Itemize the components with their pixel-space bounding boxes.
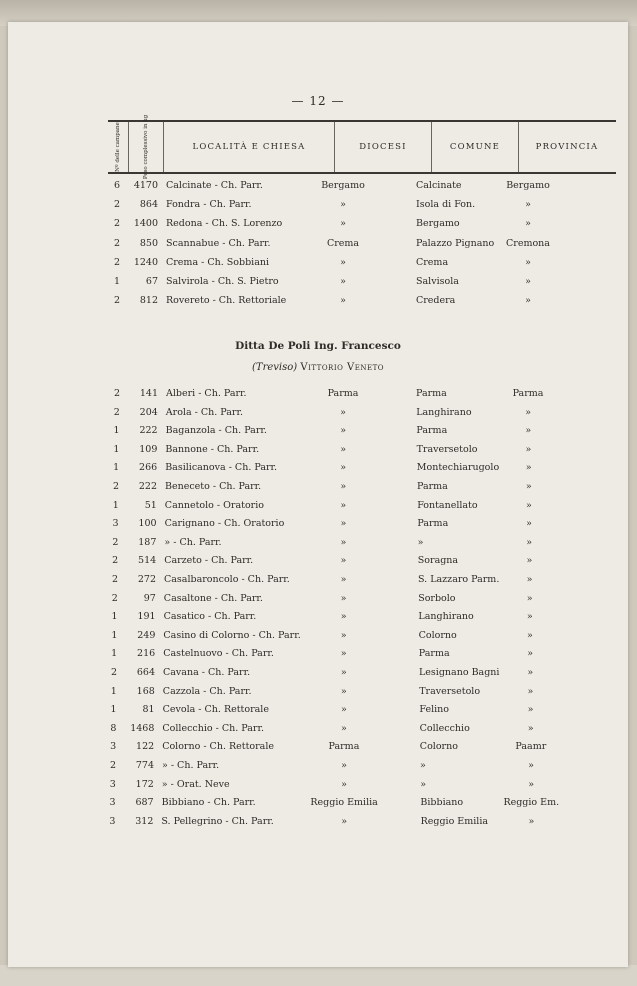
cell-peso: 312 [135, 815, 154, 827]
table-row [8, 295, 628, 313]
cell-n: 3 [109, 797, 116, 809]
cell-comune: Felino [419, 704, 449, 716]
cell-comune: Bergamo [416, 218, 460, 230]
cell-diocesi: » [340, 555, 347, 567]
cell-n: 3 [109, 815, 116, 827]
cell-localita: Basilicanova - Ch. Parr. [165, 462, 278, 474]
cell-provincia: » [528, 778, 535, 790]
cell-localita: Calcinate - Ch. Parr. [166, 180, 263, 191]
cell-peso: 1240 [133, 256, 158, 268]
cell-diocesi: » [340, 256, 346, 268]
cell-n: 1 [113, 276, 120, 287]
cell-provincia: » [527, 685, 534, 697]
cell-comune: Parma [416, 425, 448, 437]
cell-peso: 1400 [133, 218, 158, 230]
cell-peso: 249 [137, 629, 156, 641]
cell-provincia: » [526, 574, 533, 585]
cell-diocesi: Reggio Emilia [310, 797, 378, 809]
cell-localita: Baganzola - Ch. Parr. [165, 425, 267, 437]
cell-localita: Casino di Colorno - Ch. Parr. [163, 629, 301, 641]
cell-n: 2 [113, 406, 120, 418]
table-row [8, 797, 628, 815]
table-row [8, 667, 628, 685]
cell-localita: Fondra - Ch. Parr. [166, 199, 252, 211]
table-row [8, 388, 628, 406]
cell-provincia: » [525, 199, 531, 211]
cell-n: 3 [110, 741, 117, 753]
cell-provincia: » [525, 425, 532, 437]
cell-peso: 109 [139, 443, 158, 455]
cell-n: 3 [112, 518, 119, 530]
cell-localita: Cazzola - Ch. Parr. [162, 685, 252, 697]
cell-comune: Reggio Emilia [420, 815, 489, 827]
cell-n: 8 [110, 722, 117, 734]
cell-peso: 4170 [133, 180, 158, 191]
section-city: Vittorio Veneto [300, 362, 384, 373]
section-subtitle [8, 362, 628, 373]
cell-peso: 51 [144, 499, 157, 511]
cell-diocesi: » [340, 629, 347, 641]
table-row [8, 238, 628, 256]
header-bell-count [108, 122, 129, 172]
cell-localita: Carignano - Ch. Oratorio [164, 518, 285, 530]
cell-diocesi: » [340, 481, 347, 492]
cell-localita: S. Pellegrino - Ch. Parr. [161, 815, 274, 827]
cell-n: 2 [112, 555, 119, 567]
cell-provincia: » [527, 667, 534, 678]
cell-n: 6 [113, 180, 120, 191]
table-row [8, 611, 628, 629]
cell-comune: Fontanellato [417, 499, 478, 511]
cell-peso: 222 [138, 481, 157, 492]
table-row [8, 180, 628, 198]
cell-comune: Langhirano [418, 611, 474, 623]
cell-diocesi: » [340, 499, 347, 511]
cell-n: 1 [111, 629, 118, 641]
document-page [8, 22, 628, 967]
header-location-label: LOCALITÀ E CHIESA [192, 142, 306, 152]
section-place: (Treviso) [252, 362, 298, 373]
cell-provincia: Paamr [515, 741, 547, 753]
cell-localita: » - Orat. Neve [161, 778, 230, 790]
cell-diocesi: » [340, 518, 347, 530]
table-row [8, 537, 628, 555]
header-province-label: PROVINCIA [535, 142, 599, 152]
cell-peso: 850 [139, 237, 158, 249]
cell-peso: 812 [139, 295, 158, 307]
cell-comune: Parma [417, 518, 449, 530]
cell-comune: S. Lazzaro Parm. [418, 574, 500, 585]
table-row [8, 518, 628, 536]
cell-localita: Carzeto - Ch. Parr. [164, 555, 254, 567]
cell-diocesi: » [340, 592, 347, 604]
cell-localita: Salvirola - Ch. S. Pietro [166, 276, 279, 287]
cell-diocesi: » [340, 648, 347, 660]
cell-provincia: » [526, 536, 533, 548]
cell-diocesi: Bergamo [321, 180, 365, 191]
table-row [8, 481, 628, 499]
page-number: — 12 — [291, 94, 345, 108]
cell-n: 1 [113, 443, 120, 455]
cell-diocesi: » [340, 574, 347, 585]
cell-diocesi: » [340, 722, 347, 734]
table-row [8, 407, 628, 425]
cell-peso: 81 [142, 704, 155, 716]
cell-comune: Traversetolo [416, 443, 478, 455]
cell-provincia: » [525, 443, 532, 455]
header-location [164, 122, 335, 172]
cell-diocesi: » [340, 611, 347, 623]
cell-provincia: » [527, 722, 534, 734]
cell-peso: 774 [135, 760, 154, 771]
cell-comune: Parma [416, 388, 447, 399]
cell-provincia: Bergamo [506, 180, 550, 191]
cell-peso: 864 [139, 199, 158, 211]
cell-localita: Casatico - Ch. Parr. [163, 611, 257, 623]
cell-comune: Collecchio [419, 722, 470, 734]
table-row [8, 199, 628, 217]
cell-localita: Cavana - Ch. Parr. [163, 667, 251, 678]
cell-comune: Parma [417, 481, 448, 492]
cell-n: 1 [113, 425, 120, 437]
cell-peso: 187 [138, 536, 157, 548]
cell-diocesi: » [341, 778, 347, 790]
table-row [8, 723, 628, 741]
cell-peso: 266 [139, 462, 158, 474]
section-title: Ditta De Poli Ing. Francesco [235, 340, 401, 352]
cell-diocesi: » [341, 760, 347, 771]
cell-comune: » [420, 760, 426, 771]
table-row [8, 425, 628, 443]
table-row [8, 500, 628, 518]
cell-provincia: » [525, 276, 531, 287]
cell-provincia: » [525, 406, 532, 418]
cell-comune: Colorno [418, 629, 457, 641]
cell-peso: 141 [139, 388, 158, 399]
cell-provincia: » [525, 462, 532, 474]
table-row [8, 741, 628, 759]
cell-peso: 514 [138, 555, 157, 567]
cell-comune: Credera [416, 295, 456, 307]
cell-n: 2 [110, 667, 117, 678]
table-row [8, 760, 628, 778]
cell-localita: Bibbiano - Ch. Parr. [161, 797, 256, 809]
cell-n: 1 [111, 611, 118, 623]
cell-diocesi: » [340, 685, 347, 697]
cell-n: 1 [110, 685, 117, 697]
cell-diocesi: » [340, 276, 346, 287]
cell-diocesi: » [340, 443, 347, 455]
table-row [8, 462, 628, 480]
cell-localita: Castelnuovo - Ch. Parr. [163, 648, 274, 660]
cell-provincia: » [528, 815, 535, 827]
table-row [8, 593, 628, 611]
cell-diocesi: » [341, 815, 348, 827]
cell-n: 1 [112, 499, 119, 511]
background-bottom [0, 965, 637, 986]
cell-provincia: » [525, 481, 532, 492]
cell-peso: 67 [145, 276, 158, 287]
cell-comune: Crema [416, 256, 449, 268]
cell-comune: Palazzo Pignano [416, 237, 495, 249]
header-diocese [335, 122, 432, 172]
header-comune-label: COMUNE [449, 142, 501, 152]
cell-provincia: » [527, 629, 533, 641]
header-comune [432, 122, 519, 172]
cell-localita: Bannone - Ch. Parr. [165, 443, 260, 455]
cell-peso: 168 [136, 685, 155, 697]
cell-peso: 97 [143, 592, 156, 604]
cell-diocesi: » [340, 218, 346, 230]
cell-diocesi: » [340, 536, 347, 548]
cell-n: 2 [113, 388, 120, 399]
cell-provincia: » [525, 499, 532, 511]
cell-comune: Calcinate [416, 180, 462, 191]
cell-provincia: » [525, 218, 531, 230]
table-row [8, 218, 628, 236]
cell-localita: » - Ch. Parr. [164, 536, 222, 548]
header-weight [129, 114, 164, 180]
cell-provincia: » [526, 592, 533, 604]
cell-n: 1 [111, 648, 118, 660]
cell-comune: » [417, 536, 424, 548]
cell-n: 2 [113, 256, 120, 268]
table-row [8, 444, 628, 462]
cell-n: 2 [112, 536, 119, 548]
cell-provincia: » [525, 295, 531, 307]
table-row [8, 648, 628, 666]
cell-localita: Casaltone - Ch. Parr. [163, 592, 263, 604]
cell-diocesi: » [340, 406, 346, 418]
cell-comune: Sorbolo [418, 592, 456, 604]
cell-n: 2 [113, 237, 120, 249]
cell-comune: Lesignano Bagni [419, 667, 500, 678]
cell-peso: 216 [137, 648, 156, 660]
cell-localita: Casalbaroncolo - Ch. Parr. [164, 574, 290, 585]
cell-localita: Beneceto - Ch. Parr. [165, 481, 262, 492]
cell-comune: Bibbiano [420, 797, 464, 809]
cell-diocesi: Parma [328, 741, 360, 753]
cell-localita: Colorno - Ch. Rettorale [162, 741, 274, 753]
cell-localita: » - Ch. Parr. [162, 760, 220, 771]
cell-provincia: » [527, 704, 534, 716]
table-header [108, 114, 616, 180]
cell-diocesi: » [340, 425, 346, 437]
cell-n: 2 [113, 218, 120, 230]
cell-comune: Langhirano [416, 406, 472, 418]
header-weight-label: Peso complessivo in kg [143, 114, 149, 180]
cell-n: 2 [112, 481, 119, 492]
cell-localita: Redona - Ch. S. Lorenzo [166, 218, 283, 230]
table-row [8, 630, 628, 648]
cell-comune: Isola di Fon. [416, 199, 476, 211]
cell-diocesi: » [340, 462, 347, 474]
cell-comune: Salvisola [416, 276, 459, 287]
header-bell-count-label: Nº delle campane [115, 122, 121, 172]
header-province [519, 122, 615, 172]
cell-provincia: Cremona [506, 237, 550, 249]
table-row [8, 704, 628, 722]
cell-localita: Rovereto - Ch. Rettoriale [166, 295, 287, 307]
cell-provincia: Parma [512, 388, 544, 399]
cell-peso: 191 [137, 611, 156, 623]
table-row [8, 276, 628, 294]
table-row [8, 816, 628, 834]
cell-comune: Colorno [419, 741, 458, 753]
cell-n: 3 [109, 778, 116, 790]
cell-peso: 204 [139, 406, 158, 418]
table-row [8, 257, 628, 275]
cell-diocesi: » [340, 667, 347, 678]
cell-peso: 272 [137, 574, 156, 585]
table-row [8, 555, 628, 573]
table-row [8, 574, 628, 592]
cell-provincia: » [527, 648, 533, 660]
cell-n: 2 [111, 574, 118, 585]
cell-provincia: » [526, 555, 533, 567]
cell-localita: Crema - Ch. Sobbiani [166, 256, 270, 268]
cell-provincia: » [528, 760, 534, 771]
cell-n: 2 [111, 592, 118, 604]
cell-peso: 122 [136, 741, 155, 753]
cell-peso: 1468 [130, 722, 155, 734]
cell-peso: 687 [135, 797, 154, 809]
cell-diocesi: Crema [326, 237, 360, 249]
cell-comune: Parma [418, 648, 450, 660]
cell-diocesi: » [340, 295, 346, 307]
cell-peso: 100 [138, 518, 157, 530]
cell-diocesi: » [340, 199, 346, 211]
cell-n: 2 [113, 199, 120, 211]
cell-localita: Collecchio - Ch. Parr. [162, 722, 264, 734]
cell-provincia: » [526, 611, 533, 623]
cell-comune: Traversetolo [419, 685, 481, 697]
cell-provincia: » [526, 518, 532, 530]
cell-provincia: Reggio Em. [503, 797, 560, 809]
table-row [8, 779, 628, 797]
cell-n: 2 [113, 295, 120, 307]
cell-comune: Montechiarugolo [416, 462, 500, 474]
header-diocese-label: DIOCESI [359, 142, 407, 152]
cell-diocesi: Parma [327, 388, 359, 399]
cell-localita: Cevola - Ch. Rettorale [162, 704, 269, 716]
cell-diocesi: » [340, 704, 347, 716]
cell-localita: Arola - Ch. Parr. [165, 406, 243, 418]
cell-comune: Soragna [417, 555, 459, 567]
cell-n: 2 [109, 760, 116, 771]
cell-provincia: » [525, 256, 531, 268]
cell-localita: Alberi - Ch. Parr. [166, 388, 247, 399]
cell-localita: Cannetolo - Oratorio [164, 499, 264, 511]
cell-peso: 664 [136, 667, 155, 678]
cell-n: 1 [110, 704, 117, 716]
cell-peso: 222 [139, 425, 158, 437]
table-row [8, 686, 628, 704]
cell-comune: » [420, 778, 426, 790]
cell-localita: Scannabue - Ch. Parr. [166, 237, 271, 249]
cell-n: 1 [113, 462, 120, 474]
cell-peso: 172 [135, 778, 154, 790]
